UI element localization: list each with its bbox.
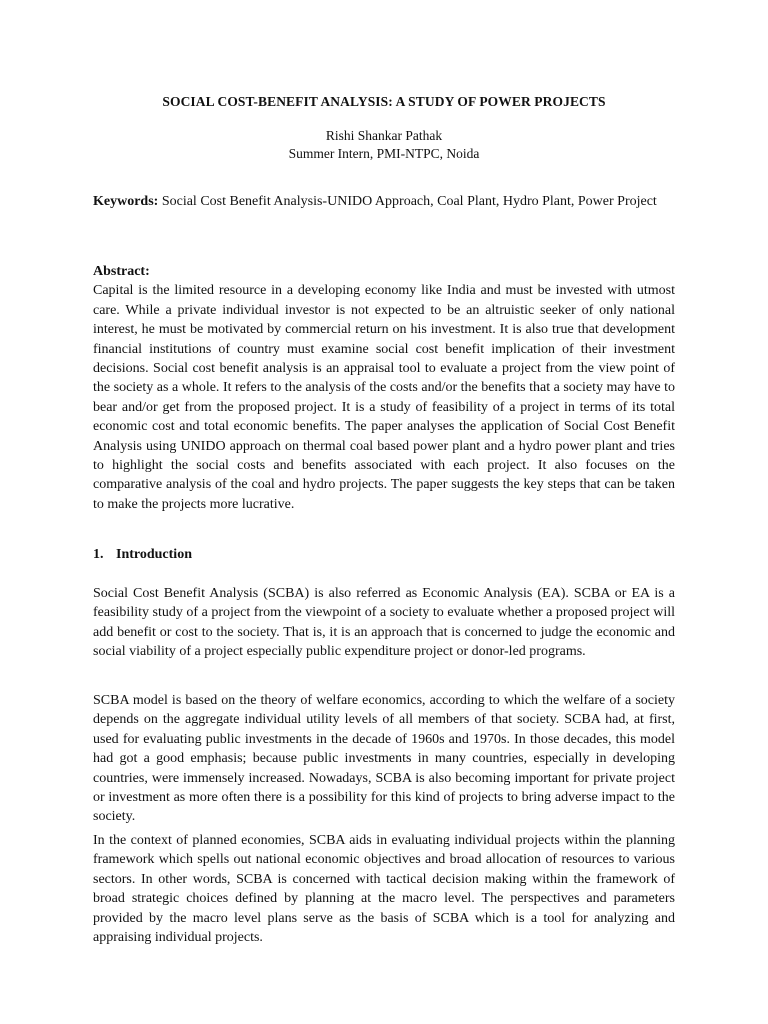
intro-paragraph-1: Social Cost Benefit Analysis (SCBA) is also referred as Economic Analysis (EA). SCBA or EA is a feasibility study of a project from the viewpoint of a society to evaluate whether a proposed project will add benefit or cost to the society. That is, it is an approach that is concerned to judge the economic and social viability of a project especially public expenditure project or donor-led programs. — [93, 586, 675, 660]
author-block — [93, 127, 675, 163]
keywords-text: Social Cost Benefit Analysis-UNIDO Approach, Coal Plant, Hydro Plant, Power Project — [161, 194, 657, 209]
section-number: 1. — [93, 547, 104, 562]
author-name: Rishi Shankar Pathak — [325, 128, 443, 143]
abstract-text: Capital is the limited resource in a developing economy like India and must be invested with utmost care. While a private individual investor is not expected to be an altruistic seeker of only national interest, he must be motivated by commercial return on his investment. It is also true that development financial institutions of country must examine social cost benefit implication of their investment decisions. Social cost benefit analysis is an appraisal tool to evaluate a project from the view point of the society as a whole. It refers to the analysis of the costs and/or the benefits that a society may have to bear and/or get from the proposed project. It is a study of feasibility of a project in terms of its total economic cost and total economic benefits. The paper analyses the application of Social Cost Benefit Analysis using UNIDO approach on thermal coal based power plant and a hydro power plant and tries to highlight the social costs and benefits associated with each project. It also focuses on the comparative analysis of the coal and hydro projects. The paper suggests the key steps that can be taken to make the projects more lucrative. — [93, 283, 675, 512]
abstract-block — [93, 262, 675, 514]
intro-paragraph-2: SCBA model is based on the theory of welfare economics, according to which the welfare of a society depends on the aggregate individual utility levels of all members of that society. SCBA had, at first, used for evaluating public investments in the decade of 1960s and 1970s. In those decades, this model had got a good emphasis; because public investments in many countries, especially in developing countries, were immensely increased. Nowadays, SCBA is also becoming important for private project or investment as more often there is a possibility for this kind of projects to bring adverse impact to the society. — [93, 693, 675, 825]
keywords-label: Keywords: — [93, 194, 159, 209]
author-affiliation: Summer Intern, PMI-NTPC, Noida — [288, 146, 480, 161]
abstract-label: Abstract: — [93, 264, 150, 279]
paper-title: SOCIAL COST-BENEFIT ANALYSIS: A STUDY OF POWER PROJECTS — [162, 94, 606, 109]
section-title: Introduction — [116, 547, 192, 562]
intro-paragraph-3: In the context of planned economies, SCBA aids in evaluating individual projects within the planning framework which spells out national economic objectives and broad allocation of resources to various sectors. In other words, SCBA is concerned with tactical decision making within the framework of broad strategic choices defined by planning at the macro level. The perspectives and parameters provided by the macro level plans serve as the basis of SCBA which is a tool for analyzing and appraising individual projects. — [93, 833, 675, 946]
keywords-block — [93, 192, 675, 211]
section-heading-introduction — [93, 545, 675, 564]
